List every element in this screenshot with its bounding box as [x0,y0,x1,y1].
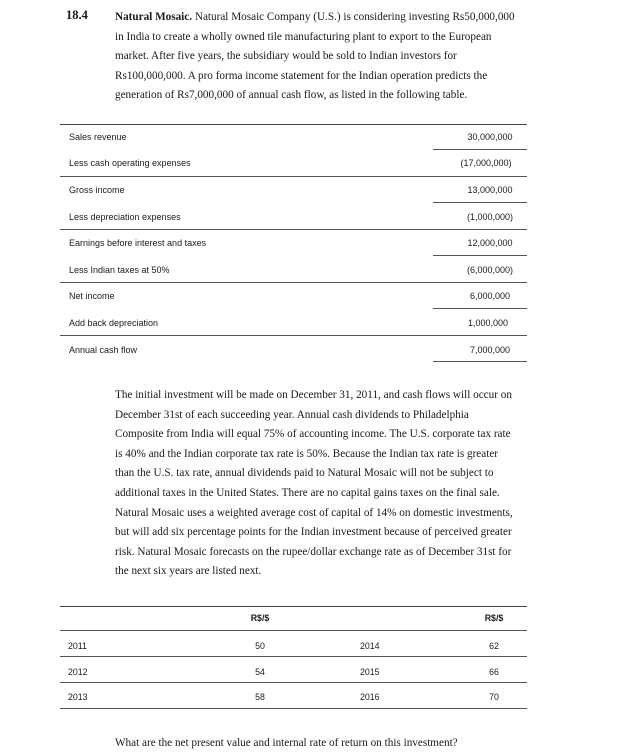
table-rule [433,255,527,256]
table-top-rule [60,124,527,125]
table-row-value: 13,000,000 [467,185,513,195]
problem-number: 18.4 [66,8,88,22]
intro-line: Natural Mosaic Company (U.S.) is considering investing Rs50,000,000 [192,11,515,23]
rate-year: 2016 [360,692,380,702]
rate-year: 2015 [360,667,380,677]
table-row-label: Less cash operating expenses [69,158,191,168]
rate-year: 2013 [68,692,88,702]
rate-table-rule [60,708,527,709]
details-line: is 40% and the Indian corporate tax rate is 50%. Because the Indian tax rate is greater [115,447,499,460]
table-row-label: Net income [69,291,115,301]
table-rule [60,335,527,336]
table-row-value: (6,000,000) [466,265,514,275]
intro-line: Rs100,000,000. A pro forma income statement for the Indian operation predicts the [115,69,488,82]
rate-year: 2014 [360,641,380,651]
intro-line: generation of Rs7,000,000 of annual cash flow, as listed in the following table. [115,89,468,102]
table-row-value: (1,000,000) [466,212,514,222]
table-row-label: Less Indian taxes at 50% [69,265,170,275]
rate-year: 2012 [68,667,88,677]
rate-header-left: R$/$ [250,613,270,623]
details-line: additional taxes in the United States. There are no capital gains taxes on the final sale. [115,486,500,499]
table-row-value: 30,000,000 [467,132,513,142]
intro-line: in India to create a wholly owned tile manufacturing plant to export to the European [115,30,492,43]
table-row-label: Annual cash flow [69,345,138,355]
table-rule [433,149,527,150]
table-row-label: Sales revenue [69,132,127,142]
rate-table-rule [60,682,527,683]
table-row-value: 6,000,000 [469,291,511,301]
details-paragraph [115,386,555,582]
intro-line: market. After five years, the subsidiary would be sold to Indian investors for [115,50,457,63]
table-rule [60,229,527,230]
table-rule [433,202,527,203]
rate-table-top-rule [60,606,527,607]
details-line: Natural Mosaic uses a weighted average cost of capital of 14% on domestic investments, [115,506,513,519]
table-row-label: Gross income [69,185,125,195]
details-line: but will add six percentage points for the Indian investment because of perceived greater [115,526,512,539]
rate-table-rule [60,656,527,657]
rate-value: 70 [489,692,499,702]
table-row-label: Earnings before interest and taxes [69,238,207,248]
problem-title: Natural Mosaic. [115,11,193,23]
table-row-label: Add back depreciation [69,318,159,328]
table-row-value: (17,000,000) [460,158,512,168]
rate-value: 54 [255,667,265,677]
details-line: The initial investment will be made on December 31, 2011, and cash flows will occur on [115,389,512,401]
table-row-value: 1,000,000 [467,318,509,328]
rate-year: 2011 [68,641,87,651]
rate-value: 50 [255,641,265,651]
details-line: than the U.S. tax rate, annual dividends paid to Natural Mosaic will not be subject to [115,467,494,480]
table-row-value: 7,000,000 [469,345,511,355]
intro-paragraph [115,8,555,106]
question-text: What are the net present value and internal rate of return on this investment? [115,737,458,749]
table-rule [60,176,527,177]
table-rule [60,282,527,283]
table-rule [433,361,527,362]
details-line: the next six years are listed next. [115,565,262,578]
details-line: Composite from India will equal 75% of accounting income. The U.S. corporate tax rate [115,428,511,441]
table-rule [433,308,527,309]
rate-value: 58 [255,692,265,702]
rate-value: 66 [489,667,499,677]
rate-table-rule [60,630,527,631]
details-line: December 31st of each succeeding year. Annual cash dividends to Philadelphia [115,408,469,421]
table-row-value: 12,000,000 [467,238,513,248]
rate-header-right: R$/$ [484,613,504,623]
details-line: risk. Natural Mosaic forecasts on the rupee/dollar exchange rate as of December 31st for [115,545,512,558]
rate-value: 62 [489,641,499,651]
table-row-label: Less depreciation expenses [69,212,181,222]
